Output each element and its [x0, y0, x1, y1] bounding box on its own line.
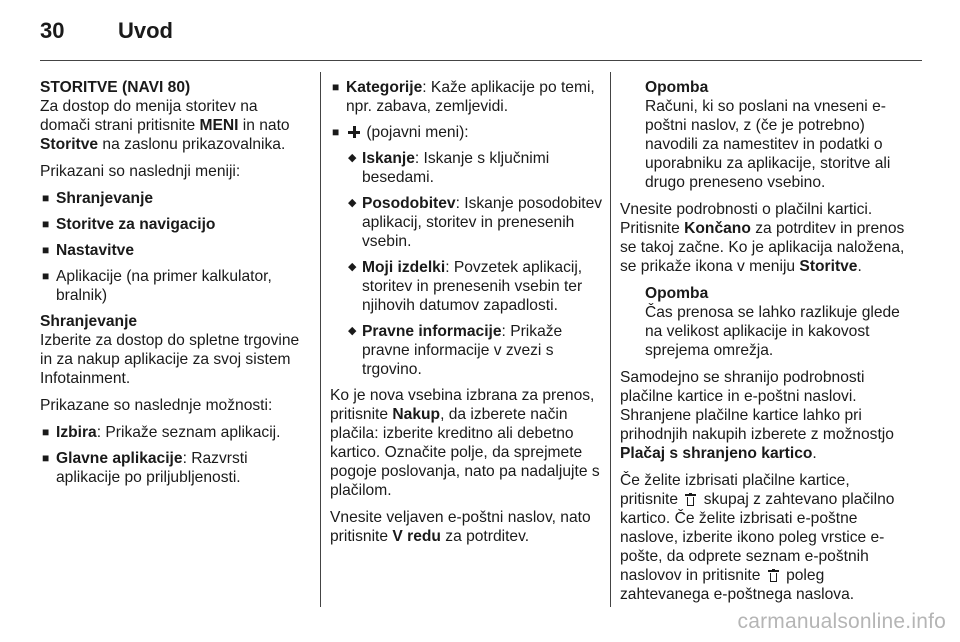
plus-icon [348, 126, 360, 138]
body-text: Če želite izbrisati plačilne kartice, pritisnite [620, 472, 850, 508]
page-number: 30 [40, 18, 65, 43]
body-text: skupaj z zahtevano plačilno kartico. Če želite izbrisati e-poštne naslove, izberite ikono poleg vrstice e-pošte, da odprete seznam e-poštnih naslovov in pritisnite [620, 491, 895, 584]
list-item [40, 423, 308, 442]
column-divider-1 [320, 72, 321, 607]
option-text: : Kaže aplikacije po temi, npr. zabava, zemljevidi. [346, 79, 595, 115]
list-item [40, 449, 308, 487]
body-text: Ko je nova vsebina izbrana za prenos, pritisnite [330, 387, 595, 423]
menus-intro: Prikazani so naslednji meniji: [40, 163, 241, 180]
body-text: Samodejno se shranijo podrobnosti plačilne kartice in e-poštni naslovi. Shranjene plačilne kartice lahko pri prihodnjih nakupih izberete z možnostjo [620, 369, 894, 443]
page-header [40, 18, 173, 48]
list-item [330, 123, 608, 142]
body-text: za potrditev. [440, 528, 530, 545]
list-item [40, 267, 308, 305]
bold-nakup: Nakup [392, 406, 441, 423]
option-label: Kategorije [346, 79, 423, 96]
option-text: : Prikaže seznam aplikacij. [96, 424, 281, 441]
options-intro: Prikazane so naslednje možnosti: [40, 397, 273, 414]
option-label: Izbira [56, 424, 97, 441]
saved-card-paragraph [620, 368, 910, 463]
option-label: Pravne informacije [362, 323, 502, 340]
email-paragraph [330, 508, 608, 546]
list-item [40, 189, 308, 208]
bold-v-redu: V redu [392, 528, 441, 545]
square-bullet-icon: ■ [42, 425, 50, 439]
bold-storitve: Storitve [799, 258, 858, 275]
intro-text: in nato [238, 117, 290, 134]
square-bullet-icon: ■ [42, 451, 50, 465]
list-item [348, 258, 608, 315]
section-heading-storitve: STORITVE (NAVI 80) [40, 79, 191, 96]
shranjevanje-paragraph: Izberite za dostop do spletne trgovine in za nakup aplikacije za svoj sistem Infotainment. [40, 332, 300, 387]
body-text: . [812, 445, 817, 462]
card-paragraph [620, 200, 910, 276]
menu-item-label: Aplikacije (na primer kalkulator, bralnik) [56, 268, 272, 304]
bold-placaj-s-shranjeno-kartico: Plačaj s shranjeno kartico [620, 445, 813, 462]
diamond-bullet-icon: ◆ [348, 261, 357, 273]
option-label: Moji izdelki [362, 259, 446, 276]
menu-item-label: Nastavitve [56, 242, 135, 259]
option-text: : Razvrsti aplikacije po priljubljenosti. [56, 450, 248, 486]
intro-bold-storitve: Storitve [40, 136, 99, 153]
option-text: : Prikaže pravne informacije v zvezi s trgovino. [362, 323, 563, 378]
square-bullet-icon: ■ [332, 125, 340, 139]
trash-icon [685, 493, 696, 506]
square-bullet-icon: ■ [42, 217, 50, 231]
square-bullet-icon: ■ [42, 191, 50, 205]
body-text: poleg zahtevanega e-poštnega naslova. [620, 567, 855, 603]
note-text: Čas prenosa se lahko razlikuje glede na velikost aplikacije in kakovost sprejema omrežja. [645, 304, 900, 359]
note-block [620, 78, 910, 192]
body-text: Vnesite veljaven e-poštni naslov, nato pritisnite [330, 509, 591, 545]
diamond-bullet-icon: ◆ [348, 197, 357, 209]
square-bullet-icon: ■ [42, 269, 50, 283]
chapter-title: Uvod [118, 18, 173, 43]
list-item [348, 322, 608, 379]
option-text: (pojavni meni): [362, 124, 469, 141]
section-heading-shranjevanje: Shranjevanje [40, 313, 138, 330]
note-text: Računi, ki so poslani na vneseni e-poštni naslov, z (če je potrebno) navodili za namestitev in podatki o uporabniku za aplikacije, storitve ali drugo preneseno vsebino. [645, 98, 891, 191]
option-text: : Povzetek aplikacij, storitev in prenesenih vsebin ter njihovih datumov zapadlosti. [362, 259, 583, 314]
list-item [330, 78, 608, 116]
column-1 [40, 78, 308, 494]
bold-koncano: Končano [684, 220, 751, 237]
column-3 [620, 78, 910, 612]
option-label: Posodobitev [362, 195, 456, 212]
option-label: Glavne aplikacije [56, 450, 183, 467]
body-text: za potrditev in prenos se takoj začne. Ko je aplikacija naložena, se prikaže ikona v meniju [620, 220, 905, 275]
intro-paragraph [40, 97, 308, 154]
body-text: . [857, 258, 862, 275]
square-bullet-icon: ■ [332, 80, 340, 94]
list-item [40, 241, 308, 260]
body-text: Vnesite podrobnosti o plačilni kartici. Pritisnite [620, 201, 873, 237]
note-heading: Opomba [645, 285, 709, 302]
intro-bold-meni: MENI [199, 117, 239, 134]
option-text: : Iskanje posodobitev aplikacij, storitev in prenesenih vsebin. [362, 195, 603, 250]
list-item [40, 215, 308, 234]
delete-paragraph [620, 471, 910, 604]
option-label: Iskanje [362, 150, 415, 167]
body-text: , da izberete način plačila: izberite kreditno ali debetno kartico. Označite polje, da sprejmete pogoje poslovanja, nato pa nadaljujte s plačilom. [330, 406, 600, 499]
purchase-paragraph [330, 386, 608, 500]
list-item [348, 194, 608, 251]
intro-text: na zaslonu prikazovalnika. [98, 136, 286, 153]
diamond-bullet-icon: ◆ [348, 325, 357, 337]
list-item [348, 149, 608, 187]
intro-text: Za dostop do menija storitev na domači strani pritisnite [40, 98, 258, 134]
popup-menu-list [330, 149, 608, 379]
trash-icon [768, 569, 779, 582]
option-text: : Iskanje s ključnimi besedami. [362, 150, 550, 186]
diamond-bullet-icon: ◆ [348, 152, 357, 164]
menu-item-label: Storitve za navigacijo [56, 216, 216, 233]
note-heading: Opomba [645, 79, 709, 96]
menu-item-label: Shranjevanje [56, 190, 154, 207]
header-rule [40, 60, 922, 61]
square-bullet-icon: ■ [42, 243, 50, 257]
column-divider-2 [610, 72, 611, 607]
column-2 [330, 78, 608, 554]
watermark: carmanualsonline.info [737, 610, 946, 633]
note-block [620, 284, 910, 360]
